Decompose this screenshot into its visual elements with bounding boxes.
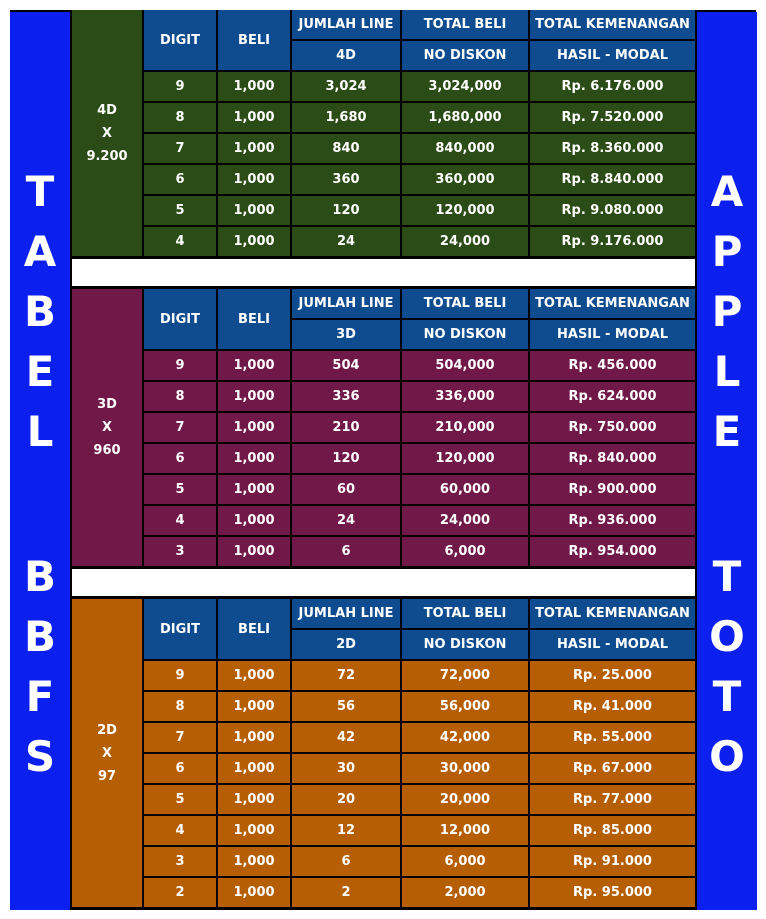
- cell-kemenangan: Rp. 936.000: [530, 506, 697, 537]
- header-hasil-modal: HASIL - MODAL: [530, 630, 697, 661]
- cell-beli: 1,000: [218, 878, 292, 909]
- table-row: [72, 878, 697, 909]
- header-sub-digit: 2D: [292, 630, 402, 661]
- cell-digit: 3: [144, 537, 218, 568]
- table-row: [72, 444, 697, 475]
- cell-digit: 2: [144, 878, 218, 909]
- cell-digit: 4: [144, 506, 218, 537]
- header-total-kemenangan: TOTAL KEMENANGAN: [530, 599, 697, 630]
- header-beli: BELI: [218, 10, 292, 72]
- banner-letter: A: [710, 167, 744, 216]
- cell-kemenangan: Rp. 55.000: [530, 723, 697, 754]
- header-jumlah-line: JUMLAH LINE: [292, 289, 402, 320]
- cell-kemenangan: Rp. 25.000: [530, 661, 697, 692]
- label-line: 3D: [97, 397, 117, 412]
- cell-kemenangan: Rp. 624.000: [530, 382, 697, 413]
- cell-digit: 5: [144, 785, 218, 816]
- cell-jumlah-line: 504: [292, 351, 402, 382]
- banner-letter: B: [23, 612, 56, 661]
- cell-kemenangan: Rp. 85.000: [530, 816, 697, 847]
- header-total-beli: TOTAL BELI: [402, 289, 530, 320]
- cell-beli: 1,000: [218, 351, 292, 382]
- cell-total-beli: 20,000: [402, 785, 530, 816]
- left-banner-word-tabel: [10, 162, 70, 462]
- banner-letter: B: [23, 287, 56, 336]
- header-digit: DIGIT: [144, 10, 218, 72]
- cell-beli: 1,000: [218, 227, 292, 258]
- cell-digit: 7: [144, 134, 218, 165]
- cell-beli: 1,000: [218, 785, 292, 816]
- cell-total-beli: 42,000: [402, 723, 530, 754]
- separator: [72, 569, 695, 596]
- table-label: [72, 599, 144, 909]
- label-line: 97: [97, 768, 117, 784]
- header-no-diskon: NO DISKON: [402, 630, 530, 661]
- table-row: [72, 723, 697, 754]
- header-total-kemenangan: TOTAL KEMENANGAN: [530, 289, 697, 320]
- cell-total-beli: 840,000: [402, 134, 530, 165]
- label-line: 9.200: [86, 148, 128, 164]
- cell-digit: 8: [144, 382, 218, 413]
- cell-kemenangan: Rp. 41.000: [530, 692, 697, 723]
- cell-beli: 1,000: [218, 661, 292, 692]
- cell-jumlah-line: 120: [292, 444, 402, 475]
- cell-total-beli: 72,000: [402, 661, 530, 692]
- cell-jumlah-line: 56: [292, 692, 402, 723]
- header-sub-digit: 3D: [292, 320, 402, 351]
- header-hasil-modal: HASIL - MODAL: [530, 41, 697, 72]
- cell-digit: 8: [144, 103, 218, 134]
- table-2d: [72, 599, 697, 909]
- table-row: [72, 692, 697, 723]
- cell-jumlah-line: 3,024: [292, 72, 402, 103]
- cell-jumlah-line: 1,680: [292, 103, 402, 134]
- cell-total-beli: 24,000: [402, 506, 530, 537]
- banner-letter: L: [26, 407, 54, 456]
- table-label: [72, 10, 144, 258]
- cell-digit: 7: [144, 413, 218, 444]
- cell-kemenangan: Rp. 9.176.000: [530, 227, 697, 258]
- header-total-beli: TOTAL BELI: [402, 10, 530, 41]
- banner-letter: P: [711, 287, 743, 336]
- cell-total-beli: 120,000: [402, 196, 530, 227]
- header-jumlah-line: JUMLAH LINE: [292, 599, 402, 630]
- table-row: [72, 506, 697, 537]
- cell-kemenangan: Rp. 7.520.000: [530, 103, 697, 134]
- cell-beli: 1,000: [218, 847, 292, 878]
- cell-jumlah-line: 24: [292, 506, 402, 537]
- cell-kemenangan: Rp. 954.000: [530, 537, 697, 568]
- cell-digit: 6: [144, 444, 218, 475]
- header-no-diskon: NO DISKON: [402, 320, 530, 351]
- banner-letter: T: [25, 167, 55, 216]
- cell-beli: 1,000: [218, 165, 292, 196]
- table-4d: [72, 10, 697, 258]
- cell-beli: 1,000: [218, 816, 292, 847]
- table-row: [72, 661, 697, 692]
- header-beli: BELI: [218, 599, 292, 661]
- cell-jumlah-line: 2: [292, 878, 402, 909]
- cell-jumlah-line: 60: [292, 475, 402, 506]
- table-row: [72, 847, 697, 878]
- label-line: 2D: [97, 722, 117, 738]
- table-row: [72, 165, 697, 196]
- cell-digit: 6: [144, 165, 218, 196]
- cell-beli: 1,000: [218, 196, 292, 227]
- header-sub-digit: 4D: [292, 41, 402, 72]
- cell-kemenangan: Rp. 900.000: [530, 475, 697, 506]
- cell-jumlah-line: 6: [292, 537, 402, 568]
- cell-digit: 4: [144, 816, 218, 847]
- cell-digit: 6: [144, 754, 218, 785]
- table-row: [72, 134, 697, 165]
- label-line: X: [101, 420, 113, 435]
- table-row: [72, 351, 697, 382]
- cell-total-beli: 120,000: [402, 444, 530, 475]
- cell-kemenangan: Rp. 8.840.000: [530, 165, 697, 196]
- table-row: [72, 103, 697, 134]
- cell-digit: 9: [144, 72, 218, 103]
- banner-letter: B: [23, 552, 56, 601]
- cell-digit: 8: [144, 692, 218, 723]
- cell-beli: 1,000: [218, 382, 292, 413]
- cell-beli: 1,000: [218, 134, 292, 165]
- separator: [72, 259, 695, 286]
- cell-beli: 1,000: [218, 72, 292, 103]
- cell-jumlah-line: 120: [292, 196, 402, 227]
- banner-letter: T: [712, 672, 742, 721]
- cell-beli: 1,000: [218, 537, 292, 568]
- header-total-beli: TOTAL BELI: [402, 599, 530, 630]
- cell-beli: 1,000: [218, 103, 292, 134]
- cell-total-beli: 60,000: [402, 475, 530, 506]
- cell-jumlah-line: 6: [292, 847, 402, 878]
- banner-letter: O: [709, 732, 745, 781]
- table-row: [72, 475, 697, 506]
- cell-kemenangan: Rp. 840.000: [530, 444, 697, 475]
- cell-jumlah-line: 840: [292, 134, 402, 165]
- header-digit: DIGIT: [144, 599, 218, 661]
- table-row: [72, 816, 697, 847]
- cell-kemenangan: Rp. 91.000: [530, 847, 697, 878]
- table-row: [72, 196, 697, 227]
- right-banner-word-toto: [697, 547, 757, 787]
- cell-total-beli: 30,000: [402, 754, 530, 785]
- cell-total-beli: 210,000: [402, 413, 530, 444]
- cell-total-beli: 336,000: [402, 382, 530, 413]
- cell-digit: 5: [144, 475, 218, 506]
- banner-letter: L: [713, 347, 741, 396]
- table-row: [72, 382, 697, 413]
- header-total-kemenangan: TOTAL KEMENANGAN: [530, 10, 697, 41]
- cell-kemenangan: Rp. 8.360.000: [530, 134, 697, 165]
- cell-digit: 9: [144, 351, 218, 382]
- table-label: [72, 289, 144, 568]
- table-row: [72, 785, 697, 816]
- banner-letter: T: [712, 552, 742, 601]
- banner-letter: O: [709, 612, 745, 661]
- cell-jumlah-line: 30: [292, 754, 402, 785]
- table-row: [72, 227, 697, 258]
- cell-kemenangan: Rp. 77.000: [530, 785, 697, 816]
- cell-total-beli: 2,000: [402, 878, 530, 909]
- cell-digit: 9: [144, 661, 218, 692]
- cell-total-beli: 1,680,000: [402, 103, 530, 134]
- label-line: 960: [93, 443, 121, 458]
- table-3d: [72, 289, 697, 568]
- cell-total-beli: 360,000: [402, 165, 530, 196]
- cell-jumlah-line: 12: [292, 816, 402, 847]
- table-row: [72, 413, 697, 444]
- header-no-diskon: NO DISKON: [402, 41, 530, 72]
- cell-digit: 3: [144, 847, 218, 878]
- header-jumlah-line: JUMLAH LINE: [292, 10, 402, 41]
- cell-jumlah-line: 24: [292, 227, 402, 258]
- left-banner-word-bbfs: [10, 547, 70, 787]
- cell-jumlah-line: 42: [292, 723, 402, 754]
- right-banner-word-apple: [697, 162, 757, 462]
- right-banner: [697, 12, 757, 910]
- cell-beli: 1,000: [218, 444, 292, 475]
- cell-total-beli: 6,000: [402, 537, 530, 568]
- cell-total-beli: 504,000: [402, 351, 530, 382]
- cell-kemenangan: Rp. 456.000: [530, 351, 697, 382]
- cell-total-beli: 3,024,000: [402, 72, 530, 103]
- cell-jumlah-line: 72: [292, 661, 402, 692]
- left-banner: [10, 12, 70, 910]
- banner-letter: A: [23, 227, 57, 276]
- header-digit: DIGIT: [144, 289, 218, 351]
- cell-beli: 1,000: [218, 506, 292, 537]
- table-row: [72, 72, 697, 103]
- cell-total-beli: 24,000: [402, 227, 530, 258]
- cell-digit: 5: [144, 196, 218, 227]
- cell-jumlah-line: 360: [292, 165, 402, 196]
- cell-jumlah-line: 210: [292, 413, 402, 444]
- cell-kemenangan: Rp. 67.000: [530, 754, 697, 785]
- cell-kemenangan: Rp. 95.000: [530, 878, 697, 909]
- cell-total-beli: 56,000: [402, 692, 530, 723]
- banner-letter: P: [711, 227, 743, 276]
- header-hasil-modal: HASIL - MODAL: [530, 320, 697, 351]
- cell-kemenangan: Rp. 750.000: [530, 413, 697, 444]
- cell-digit: 4: [144, 227, 218, 258]
- label-line: X: [101, 125, 113, 141]
- cell-jumlah-line: 20: [292, 785, 402, 816]
- banner-letter: S: [24, 732, 56, 781]
- cell-kemenangan: Rp. 9.080.000: [530, 196, 697, 227]
- cell-beli: 1,000: [218, 754, 292, 785]
- banner-letter: E: [712, 407, 742, 456]
- label-line: X: [101, 745, 113, 761]
- label-line: 4D: [97, 102, 117, 118]
- cell-kemenangan: Rp. 6.176.000: [530, 72, 697, 103]
- cell-beli: 1,000: [218, 413, 292, 444]
- header-beli: BELI: [218, 289, 292, 351]
- banner-letter: E: [25, 347, 55, 396]
- table-row: [72, 537, 697, 568]
- banner-letter: F: [25, 672, 55, 721]
- cell-jumlah-line: 336: [292, 382, 402, 413]
- cell-total-beli: 6,000: [402, 847, 530, 878]
- cell-beli: 1,000: [218, 692, 292, 723]
- table-row: [72, 754, 697, 785]
- cell-beli: 1,000: [218, 723, 292, 754]
- cell-total-beli: 12,000: [402, 816, 530, 847]
- cell-digit: 7: [144, 723, 218, 754]
- cell-beli: 1,000: [218, 475, 292, 506]
